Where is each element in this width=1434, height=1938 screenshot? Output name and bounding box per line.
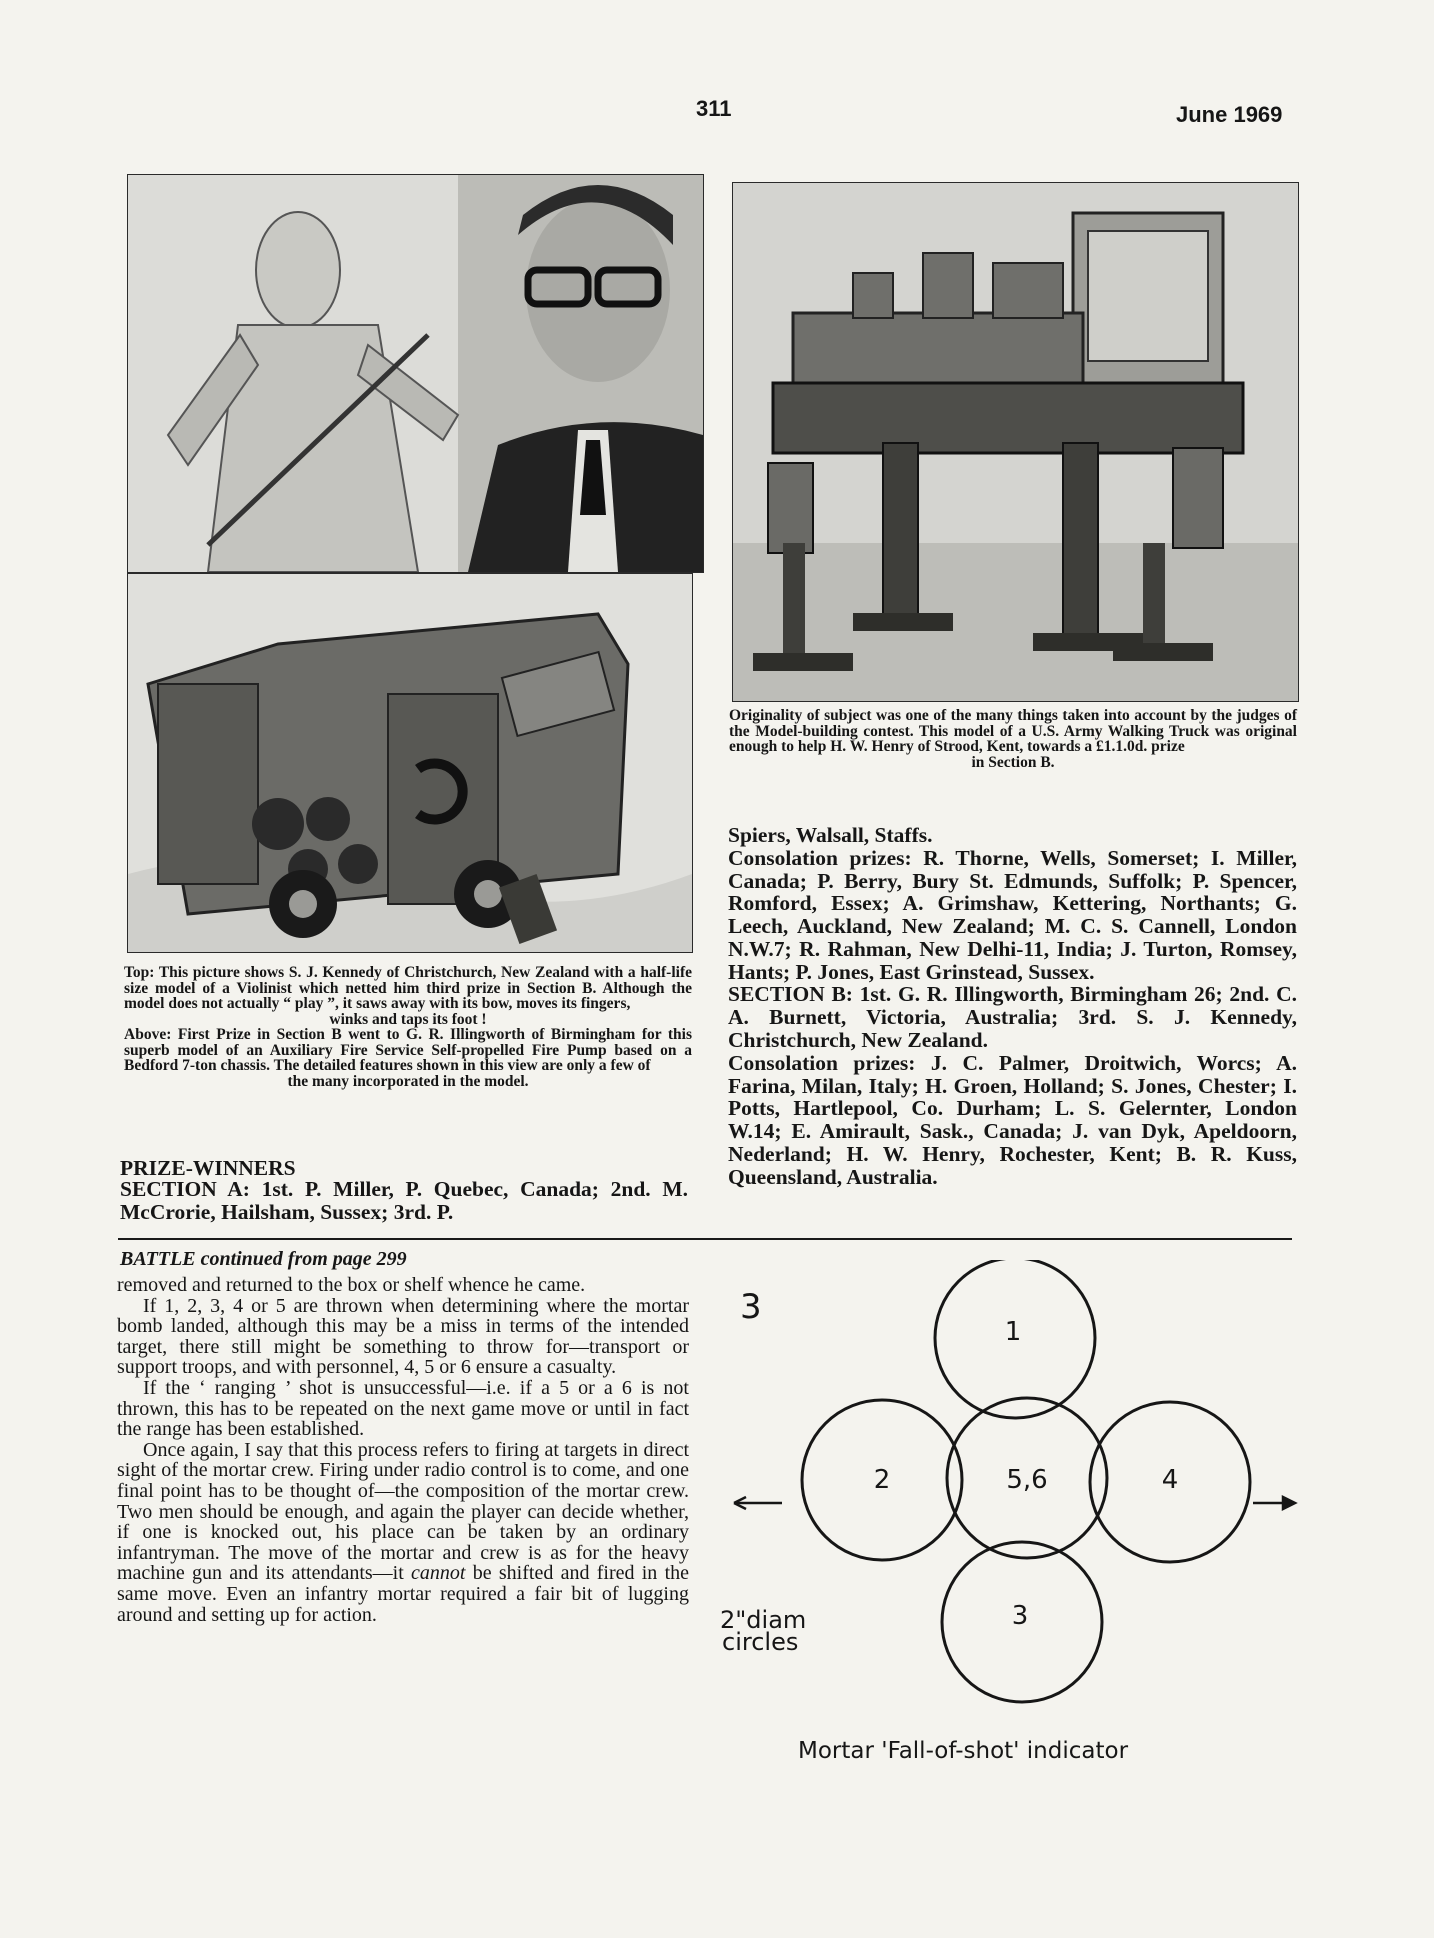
fire-pump-photo: [127, 573, 693, 953]
fire-pump-caption-text: Above: First Prize in Section B went to G. R. Illingworth of Birmingham for this superb model of an Auxiliary Fire Service Self-propelled Fire Pump based on a Bedford 7-ton chassis. The detailed features shown in this view are only a few of: [124, 1026, 692, 1074]
outgoing-arrow: [1253, 1497, 1295, 1509]
circle-4-label: 4: [1161, 1465, 1179, 1495]
fall-of-shot-diagram: [700, 1260, 1320, 1780]
figure-number: 3: [740, 1287, 762, 1327]
section-a-winners: SECTION A: 1st. P. Miller, P. Quebec, Canada; 2nd. M. McCrorie, Hailsham, Sussex; 3rd. P.: [120, 1177, 688, 1224]
size-note: 2"diam: [720, 1606, 807, 1634]
diagram-caption: Mortar 'Fall-of-shot' indicator: [798, 1738, 1129, 1764]
walking-truck-caption-text: Originality of subject was one of the many things taken into account by the judges of the Model-building contest. This model of a U.S. Army Walking Truck was original enough to help H. W. Henry of Strood, Kent, towards a £1.1.0d. prize: [729, 707, 1297, 755]
prize-winners-continued: [728, 824, 1297, 1189]
violinist-photo: [127, 174, 704, 573]
walking-truck-photo: [732, 182, 1299, 702]
prize-winners-heading: PRIZE-WINNERS: [120, 1156, 296, 1180]
page-number: 311: [696, 96, 732, 121]
section-b-winners: SECTION B: 1st. G. R. Illingworth, Birmingham 26; 2nd. C. A. Burnett, Victoria, Australia; 3rd. S. J. Kennedy, Christchurch, New Zealand.: [728, 982, 1297, 1053]
size-note: circles: [722, 1628, 799, 1656]
battle-paragraph: Once again, I say that this process refers to firing at targets in direct sight of the mortar crew. Firing under radio control is to come, and one final point has to be thought of—the composition of the mortar crew. Two men should be enough, and again the player can decide whether, if one is knocked out, his place can be taken by an ordinary infantryman. The move of the mortar and crew is as for the heavy machine gun and its attendants—it cannot be shifted and fired in the same move. Even an infantry mortar required a fair bit of lugging around and setting up for action.: [117, 1438, 690, 1626]
emphasis: cannot: [411, 1562, 466, 1585]
section-a-third-place: Spiers, Walsall, Staffs.: [728, 823, 933, 847]
circle-1-label: 1: [1004, 1317, 1022, 1347]
violinist-caption-text: Top: This picture shows S. J. Kennedy of Christchurch, New Zealand with a half-life size model of a Violinist which netted him third prize in Section B. Although the model does not actually “ play ”, it saws away with its bow, moves its fingers,: [124, 964, 692, 1012]
incoming-arrow: [734, 1497, 782, 1509]
section-a-consolation: Consolation prizes: R. Thorne, Wells, Somerset; I. Miller, Canada; P. Berry, Bury St. Edmunds, Suffolk; P. Spencer, Romford, Essex; A. Grimshaw, Kettering, Northants; G. Leech, Auckland, New Zealand; M. C. S. Cannell, London N.W.7; R. Rahman, New Delhi-11, India; J. Turton, Romsey, Hants; P. Jones, East Grinstead, Sussex.: [728, 845, 1297, 984]
walking-truck-caption-end: in Section B.: [971, 753, 1055, 771]
battle-paragraph: removed and returned to the box or shelf whence he came.: [117, 1274, 586, 1296]
issue-date: June 1969: [1176, 102, 1283, 127]
section-divider: [118, 1238, 1292, 1240]
circle-5-6-label: 5,6: [1006, 1465, 1048, 1495]
fire-pump-caption-end: the many incorporated in the model.: [287, 1072, 529, 1090]
circle-3-label: 3: [1011, 1601, 1029, 1631]
battle-heading: BATTLE continued from page 299: [120, 1248, 407, 1270]
walking-truck-caption: [729, 708, 1297, 770]
violinist-caption-end: winks and taps its foot !: [329, 1010, 487, 1028]
section-b-consolation: Consolation prizes: J. C. Palmer, Droitwich, Worcs; A. Farina, Milan, Italy; H. Groen, Holland; S. Jones, Chester; I. Potts, Hartlepool, Co. Durham; L. S. Gelernter, London W.14; E. Amirault, Sask., Canada; J. van Dyk, Apeldoorn, Nederland; H. W. Henry, Rochester, Kent; B. R. Kuss, Queensland, Australia.: [728, 1050, 1297, 1189]
battle-paragraph: If the ‘ ranging ’ shot is unsuccessful—i.e. if a 5 or a 6 is not thrown, this has to be repeated on the next game move or until in fact the range has been established.: [117, 1376, 689, 1441]
circle-2-label: 2: [873, 1465, 891, 1495]
battle-article: [117, 1275, 689, 1625]
battle-paragraph: If 1, 2, 3, 4 or 5 are thrown when determining where the mortar bomb landed, although this may be a miss in terms of the intended target, there still might be something to throw for—transport or support troops, and with personnel, 4, 5 or 6 ensure a casualty.: [117, 1294, 689, 1379]
left-photo-caption: [124, 965, 692, 1089]
